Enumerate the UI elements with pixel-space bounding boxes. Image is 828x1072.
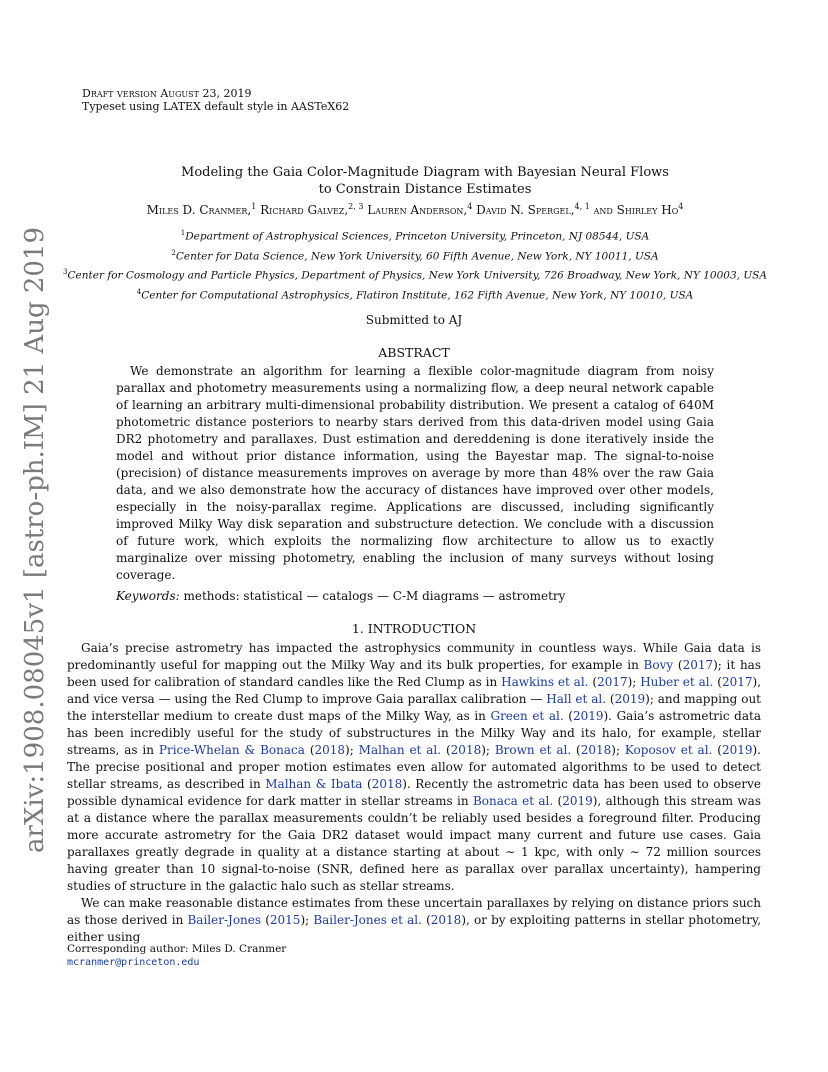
intro-paragraph-2 [67,895,761,946]
author: Richard Galvez,$^{2, 3}$ [260,202,364,217]
citation-link[interactable]: Malhan et al. [358,743,442,757]
body-text-run: ); and mapping out the interstellar medium to create dust maps of the Milky Way, as in [67,692,762,723]
affiliation-text: Center for Cosmology and Particle Physics, Department of Physics, New York University, 726 Broadway, New York, NY 10003, USA [67,269,767,282]
citation-link[interactable]: Hawkins et al. [501,675,589,689]
body-text-run: ( [588,675,598,689]
body-text-run: ); it has been used for calibration of standard candles like the Red Clump as in [67,658,761,689]
citation-link[interactable]: Huber et al. [640,675,714,689]
author: David N. Spergel,$^{4, 1}$ [476,202,590,217]
affiliation-text: Department of Astrophysical Sciences, Princeton University, Princeton, NJ 08544, USA [185,230,650,243]
affiliation-text: Center for Data Science, New York University, 60 Fifth Avenue, New York, NY 10011, USA [175,250,659,262]
body-text-run: ); [611,743,625,757]
footnote [67,942,286,970]
author: Miles D. Cranmer,$^1$ [146,202,257,217]
body-text-run: ( [441,743,451,757]
author-affiliation-mark: 1 [251,202,257,211]
body-text-run: ). The precise positional and proper motion estimates even allow for automated algorithms to be used to detect stellar streams, as described in [67,743,761,791]
citation-link[interactable]: Koposov et al. [624,743,713,757]
citation-link[interactable]: Bailer-Jones [187,913,262,927]
citation-link[interactable]: 2018 [580,743,612,757]
author-affiliation-mark: 2, 3 [348,202,364,211]
body-text-run: Gaia’s precise astrometry has impacted the astrophysics community in countless ways. While Gaia data is predominantly useful for mapping out the Milky Way and its bulk properties, for example in [67,641,761,672]
body-text-run: ( [553,794,563,808]
citation-link[interactable]: Bonaca et al. [472,794,554,808]
citation-link[interactable]: 2018 [371,777,403,791]
citation-link[interactable]: 2017 [721,675,753,689]
abstract-heading: ABSTRACT [378,345,450,360]
citation-link[interactable]: 2019 [614,692,646,706]
citation-link[interactable]: Green et al. [490,709,564,723]
citation-link[interactable]: Hall et al. [546,692,607,706]
body-text-run: ). Recently the astrometric data has been used to observe possible dynamical evidence for dark matter in stellar streams in [67,777,762,808]
affiliation [60,225,770,245]
introduction-body [67,640,761,946]
draft-header [82,87,349,113]
submitted-note: Submitted to AJ [365,313,463,327]
keywords-text: methods: statistical — catalogs — C-M diagrams — astrometry [183,589,566,603]
intro-paragraph-1 [67,640,761,895]
paper-title [110,164,740,198]
author-list [80,202,750,217]
body-text-run: ). Gaia’s astrometric data has been incredibly useful for the study of substructures in the Milky Way and its halo, for example, stellar streams, as in [67,709,761,757]
title-line-1: Modeling the Gaia Color-Magnitude Diagram with Bayesian Neural Flows [181,165,669,180]
body-text-run: ( [712,743,722,757]
keywords [116,589,565,603]
body-text-run: ( [304,743,315,757]
body-text-run: ), and vice versa — using the Red Clump to improve Gaia parallax calibration — [67,675,762,706]
citation-link[interactable]: 2018 [314,743,346,757]
citation-link[interactable]: 2018 [450,743,482,757]
citation-link[interactable]: 2019 [721,743,753,757]
affiliation-mark: 1 [180,229,186,237]
author: Lauren Anderson,$^4$ [367,202,473,217]
affiliation-mark: 2 [171,248,176,257]
body-text-run: ), although this stream was at a distance where the parallax measurements couldn’t be reliably used besides a foreground filter. Producing more accurate astrometry for the Gaia DR2 dataset would impact many current and future use cases. Gaia parallaxes greatly degrade in quality at a distance starting at about ∼ 1 kpc, with only ∼ 72 million sources having greater than 10 signal-to-noise (SNR, defined here as parallax over parallax uncertainty), hampering studies of structure in the galactic halo such as stellar streams. [67,794,761,893]
citation-link[interactable]: Bailer-Jones et al. [313,913,422,927]
citation-link[interactable]: 2015 [269,913,301,927]
citation-link[interactable]: Brown et al. [494,743,572,757]
citation-link[interactable]: 2017 [597,675,628,689]
citation-link[interactable]: 2017 [682,658,714,672]
author-affiliation-mark: 4, 1 [574,202,590,211]
affiliation [60,245,770,265]
body-text-run: We can make reasonable distance estimates from these uncertain parallaxes by relying on distance priors such as those derived in [67,896,761,927]
citation-link[interactable]: 2018 [430,913,462,927]
body-text-run: ); [345,743,359,757]
citation-link[interactable]: Malhan & Ibata [265,777,363,791]
body-text-run: ( [713,675,722,689]
title-line-2: to Constrain Distance Estimates [318,182,532,197]
affiliation [60,264,770,284]
body-text-run: ( [606,692,615,706]
citation-link[interactable]: 2019 [562,794,593,808]
draft-version: Draft version August 23, 2019 [82,87,252,100]
affiliation-mark: 3 [63,268,68,276]
affiliation-list [60,225,770,303]
email-link[interactable]: mcranmer@princeton.edu [67,957,200,968]
affiliation-mark: 4 [136,287,142,296]
body-text-run: ); [627,675,641,689]
body-text-run: ( [571,743,581,757]
body-text-run: ( [261,913,270,927]
citation-link[interactable]: Price-Whelan & Bonaca [158,743,305,757]
body-text-run: ( [673,658,683,672]
typeset-note: Typeset using LATEX default style in AASTeX62 [82,100,350,113]
abstract-text: We demonstrate an algorithm for learning a flexible color-magnitude diagram from noisy parallax and photometry measurements using a normalizing flow, a deep neural network capable of learning an arbitrary multi-dimensional probability distribution. We present a catalog of 640M photometric distance posteriors to nearby stars derived from this data-driven model using Gaia DR2 photometry and parallaxes. Dust estimation and dereddening is done iteratively inside the model and without prior distance information, using the Bayestar map. The signal-to-noise (precision) of distance measurements improves on average by more than 48% over the raw Gaia data, and we also demonstrate how the accuracy of distances have improved over other models, especially in the noisy-parallax regime. Applications are discussed, including significantly improved Milky Way disk separation and substructure detection. We conclude with a discussion of future work, which exploits the normalizing flow architecture to allow us to exactly marginalize over missing photometry, enabling the inclusion of many surveys without losing coverage. [116,364,714,582]
body-text-run: ( [563,709,573,723]
keywords-label: Keywords: [116,589,180,603]
author-affiliation-mark: 4 [678,202,684,211]
affiliation [60,284,770,304]
body-text-run: ), or by exploiting patterns in stellar photometry, either using [67,913,762,944]
affiliation-text: Center for Computational Astrophysics, Flatiron Institute, 162 Fifth Avenue, New York, NY 10010, USA [141,289,694,301]
author-affiliation-mark: 4 [467,202,473,211]
author: and Shirley Ho$^4$ [593,202,684,217]
citation-link[interactable]: Bovy [643,658,674,672]
corresponding-author: Corresponding author: Miles D. Cranmer [67,943,287,955]
body-text-run: ); [300,913,314,927]
body-text-run: ( [421,913,431,927]
body-text-run: ); [481,743,495,757]
body-text-run: ( [362,777,372,791]
arxiv-stamp: arXiv:1908.08045v1 [astro-ph.IM] 21 Aug 2019 [20,226,50,854]
citation-link[interactable]: 2019 [572,709,604,723]
section-heading: 1. INTRODUCTION [351,621,477,636]
